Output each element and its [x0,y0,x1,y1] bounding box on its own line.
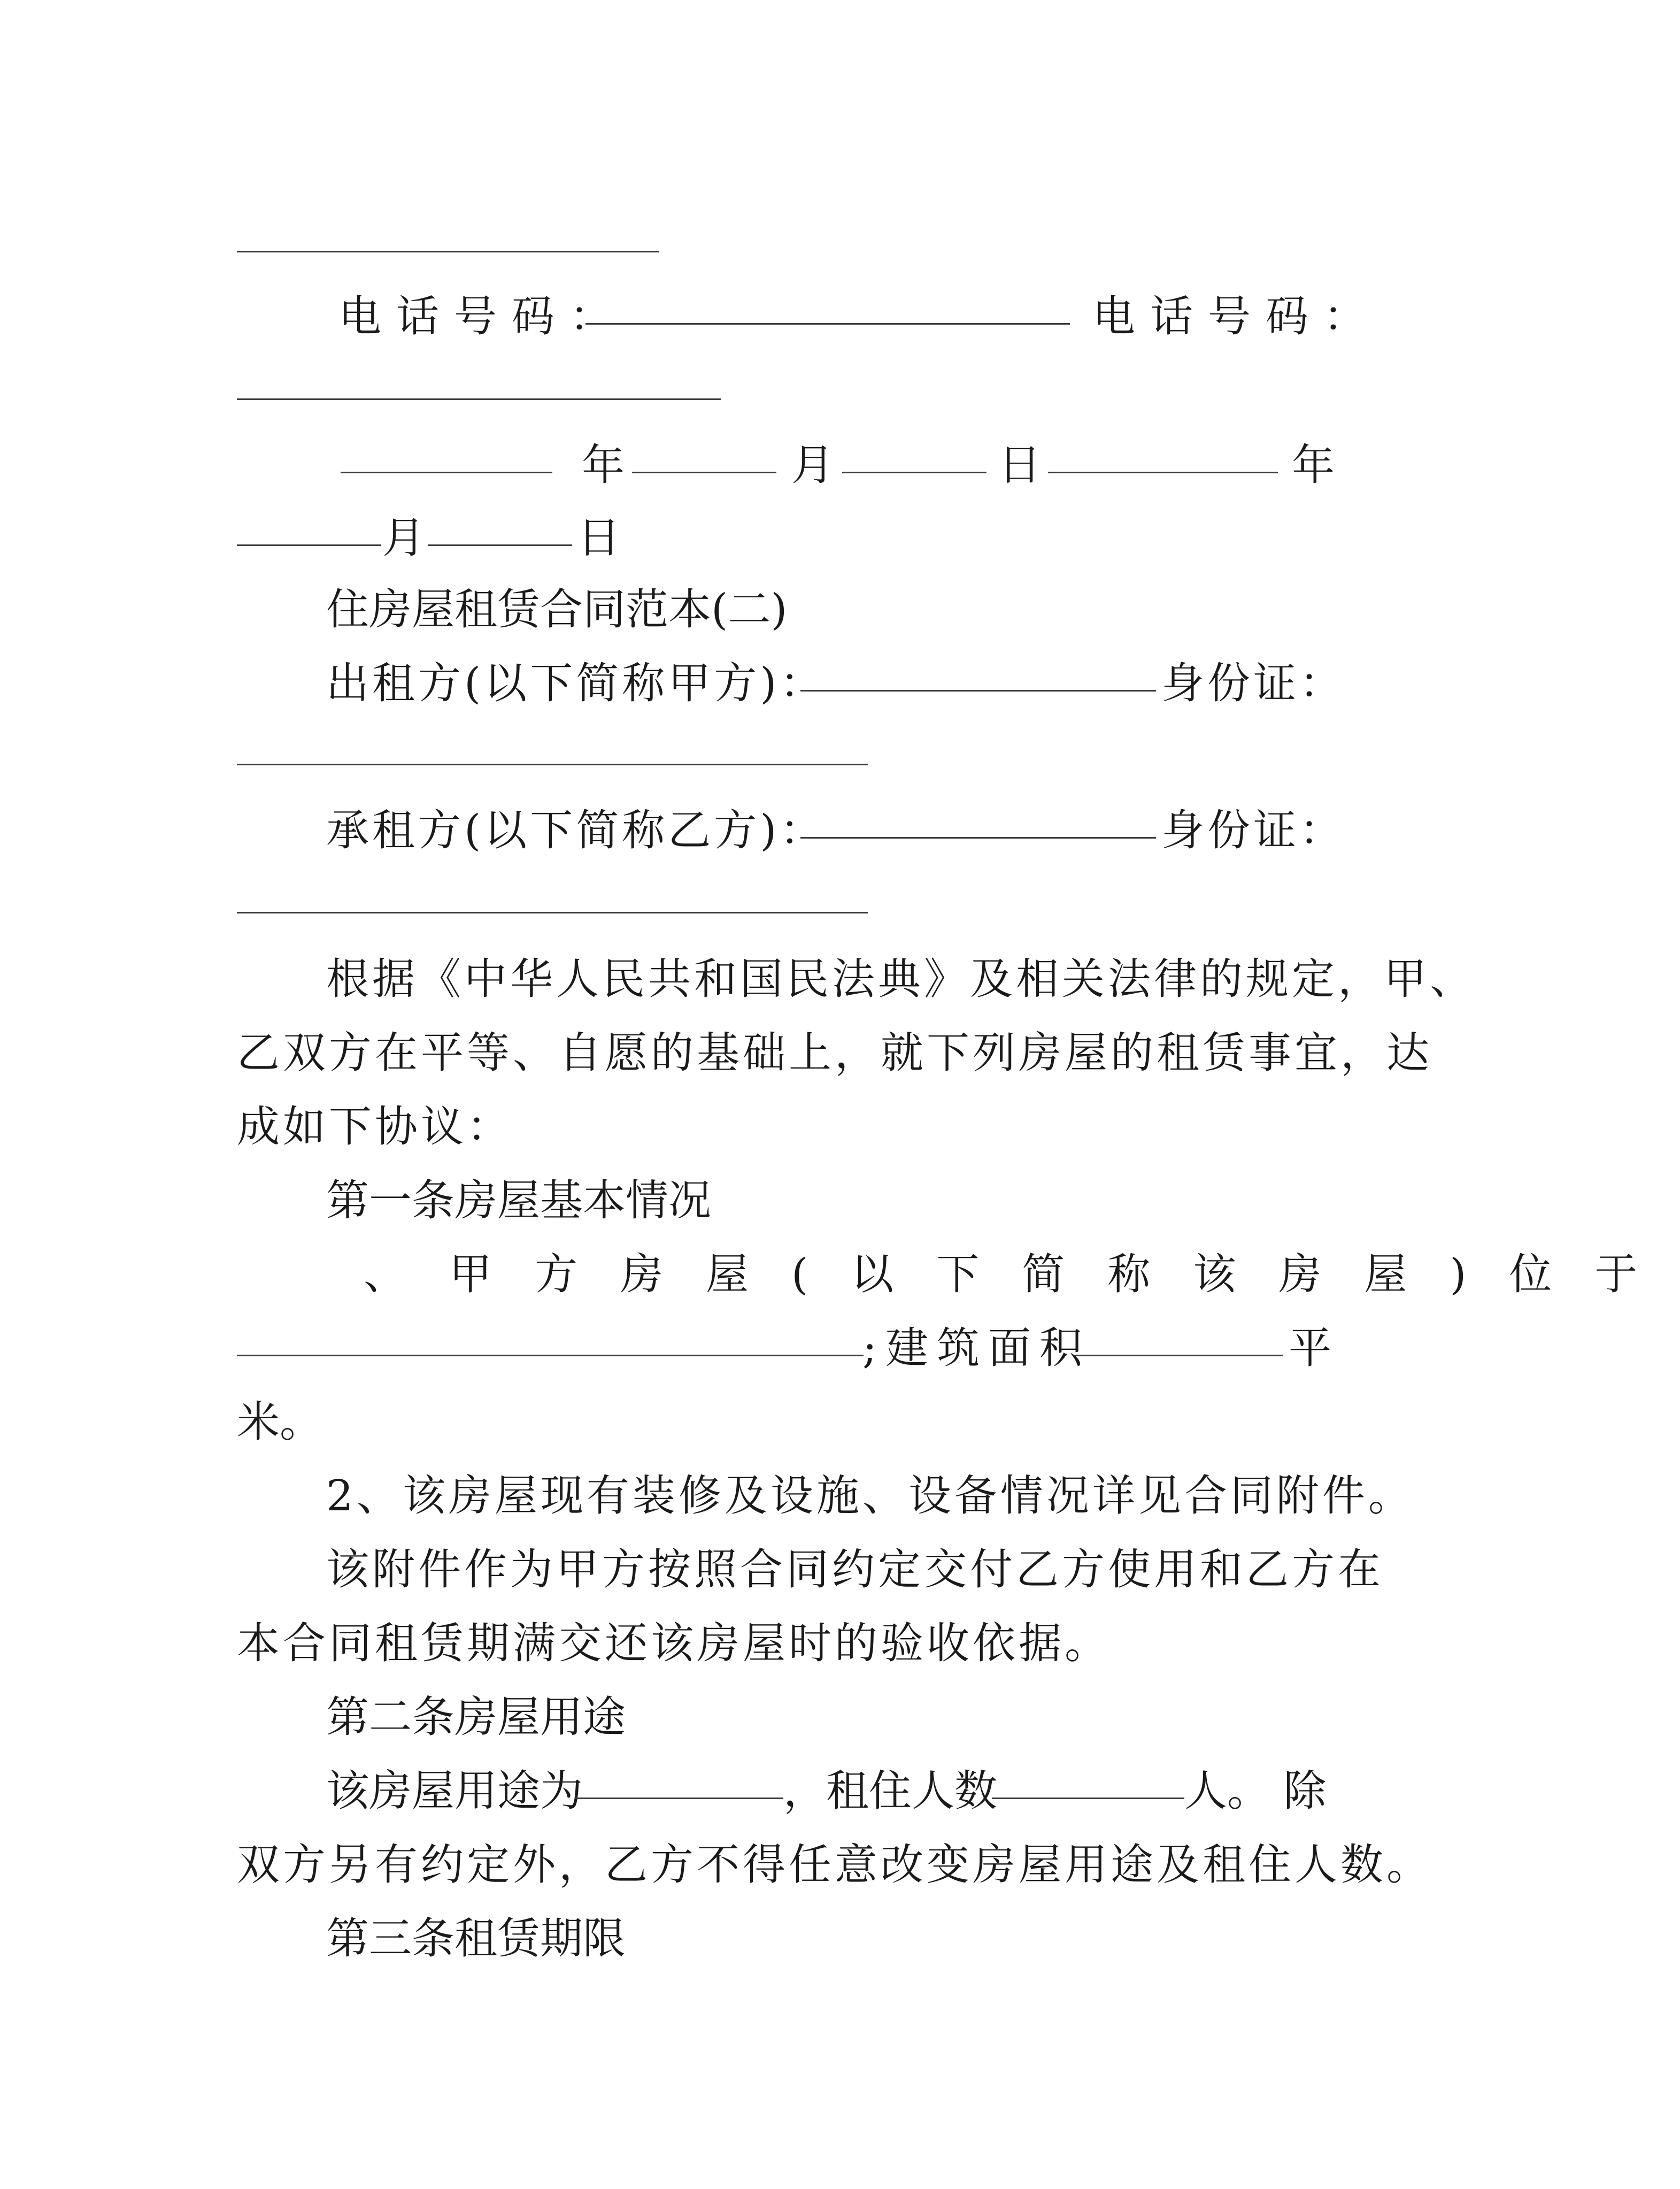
intro-text-2: 乙双方在平等、自愿的基础上，就下列房屋的租赁事宜，达 [237,1028,1432,1078]
intro-text-1: 根据《中华人民共和国民法典》及相关法律的规定，甲、 [326,954,1476,1004]
use-label: 该房屋用途为 [326,1766,583,1816]
article-1-heading: 第一条房屋基本情况 [326,1176,711,1225]
day-label-1: 日 [998,440,1041,490]
article-1-note-2: 本合同租赁期满交还该房屋时的验收依据。 [237,1618,1111,1668]
article-3-heading: 第三条租赁期限 [326,1914,626,1963]
lessee-label: 承租方(以下简称乙方)： [326,805,826,855]
day-label-2: 日 [577,513,620,563]
lessee-id-label: 身份证： [1161,805,1345,855]
blank-line [237,251,659,252]
article-1-note-1: 该附件作为甲方按照合同约定交付乙方使用和乙方在 [326,1545,1384,1594]
intro-text-3: 成如下协议： [237,1102,513,1151]
month-blank-1 [632,472,776,473]
article-1-item-1-text: 、甲方房屋(以下简称该房屋)位于 [364,1249,1680,1299]
article-1-item-2: 2、该房屋现有装修及设施、设备情况详见合同附件。 [326,1471,1414,1520]
lessee-id-blank [237,912,868,913]
area-unit-2: 米。 [237,1397,322,1447]
day-blank-2 [428,544,572,546]
phone-blank-party-a [585,323,1070,325]
article-2-heading: 第二条房屋用途 [326,1692,626,1742]
use-blank [575,1798,783,1799]
year-label-2: 年 [1292,440,1335,490]
month-label-2: 月 [382,513,425,563]
residents-blank [992,1798,1184,1799]
residents-unit: 人。 除 [1184,1766,1327,1816]
lessee-name-blank [800,837,1156,839]
month-label-1: 月 [791,440,834,490]
phone-label-party-b: 电话号码： [1092,291,1381,341]
area-blank [1075,1355,1283,1356]
lessor-id-blank [237,764,868,765]
year-blank-1 [341,472,552,473]
year-label-1: 年 [582,440,625,490]
lessor-id-label: 身份证： [1161,658,1345,708]
area-unit-1: 平 [1289,1323,1331,1373]
location-blank [237,1355,864,1356]
year-blank-2 [1048,472,1278,473]
day-blank-1 [842,472,987,473]
phone-label-party-a: 电话号码： [338,291,627,341]
month-blank-2 [237,544,381,546]
lessor-label: 出租方(以下简称甲方)： [326,658,826,708]
residents-label: ，租住人数 [783,1766,997,1816]
area-label: ;建筑面积 [862,1323,1091,1373]
phone-blank-party-b [237,398,721,400]
contract-title: 住房屋租赁合同范本(二) [326,585,788,634]
article-2-text-2: 双方另有约定外，乙方不得任意改变房屋用途及租住人数。 [237,1840,1432,1890]
lessor-name-blank [800,690,1156,692]
